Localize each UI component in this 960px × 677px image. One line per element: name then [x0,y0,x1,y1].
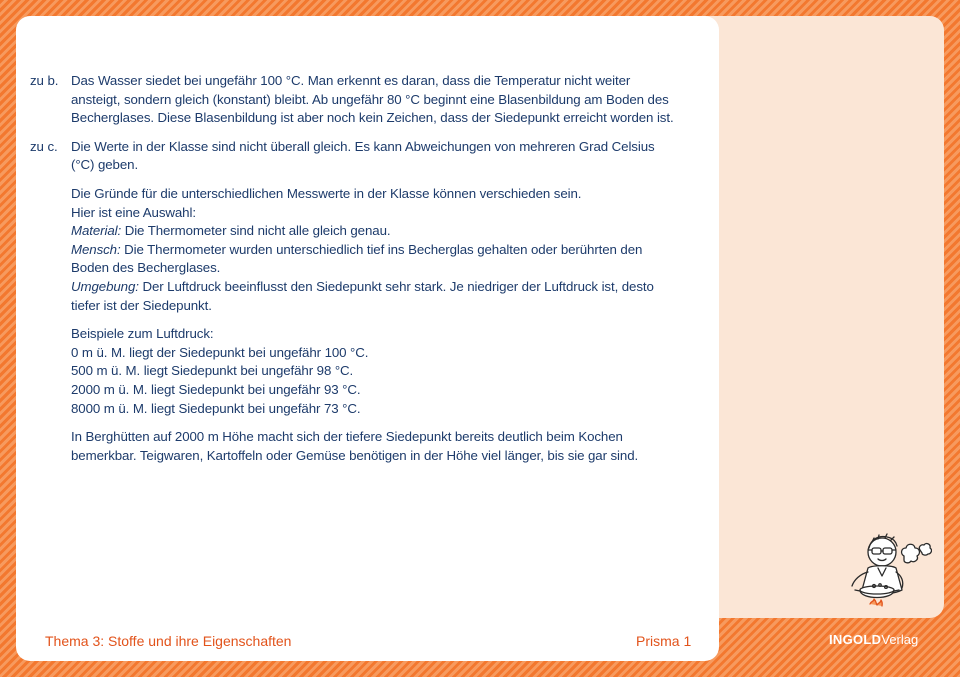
reason-mensch [71,241,680,278]
example-line: 500 m ü. M. liegt Siedepunkt bei ungefähr 98 °C. [71,363,354,379]
example-line: 0 m ü. M. liegt der Siedepunkt bei ungefähr 100 °C. [71,344,369,360]
reason-umgebung-text: Der Luftdruck beeinflusst den Siedepunkt sehr stark. Je niedriger der Luftdruck ist, desto tiefer ist der Siedepunkt. [71,278,654,313]
scientist-mascot-icon [834,530,932,616]
publisher-logo-light: Verlag [881,632,919,647]
item-zu-b [30,72,680,128]
item-text: Die Werte in der Klasse sind nicht überall gleich. Es kann Abweichungen von mehreren Grad Celsius (°C) geben. [71,138,655,173]
publisher-logo [829,632,918,647]
closing-paragraph [71,428,680,465]
reason-material-text: Die Thermometer sind nicht alle gleich genau. [121,223,391,239]
reason-material [71,222,680,241]
reasons-intro: Die Gründe für die unterschiedlichen Messwerte in der Klasse können verschieden sein. [71,185,582,201]
footer-book-title: Prisma 1 [636,633,692,649]
examples-heading: Beispiele zum Luftdruck: [71,326,214,342]
item-label: zu c. [30,138,58,154]
item-label: zu b. [30,73,59,88]
item-zu-c [30,138,680,175]
examples-block [71,325,680,418]
reason-umgebung [71,278,680,315]
reason-material-label: Material: [71,223,122,239]
closing-text: In Berghütten auf 2000 m Höhe macht sich der tiefere Siedepunkt bereits deutlich beim Kochen bemerkbar. Teigwaren, Kartoffeln oder Gemüse benötigen in der Höhe viel länger, bis sie gar sind. [71,429,639,463]
reason-mensch-label: Mensch: [71,241,121,257]
solution-content [30,72,680,475]
example-line: 2000 m ü. M. liegt Siedepunkt bei ungefähr 93 °C. [71,381,361,397]
reasons-block [71,185,680,315]
reasons-intro-2: Hier ist eine Auswahl: [71,204,196,220]
footer-topic: Thema 3: Stoffe und ihre Eigenschaften [45,633,292,649]
reason-mensch-text: Die Thermometer wurden unterschiedlich tief ins Becherglas gehalten oder berührten den Boden des Becherglases. [71,241,643,276]
publisher-logo-bold: INGOLD [829,632,882,647]
item-text: Das Wasser siedet bei ungefähr 100 °C. Man erkennt es daran, dass die Temperatur nicht weiter ansteigt, sondern gleich (konstant) bleibt. Ab ungefähr 80 °C beginnt eine Blasenbildung am Boden des Becherglases. Diese Blasenbildung ist aber noch kein Zeichen, dass der Siedepunkt erreicht worden ist. [71,73,674,126]
example-line: 8000 m ü. M. liegt Siedepunkt bei ungefähr 73 °C. [71,400,361,416]
right-sidebar-panel [700,16,944,618]
reason-umgebung-label: Umgebung: [71,278,139,294]
